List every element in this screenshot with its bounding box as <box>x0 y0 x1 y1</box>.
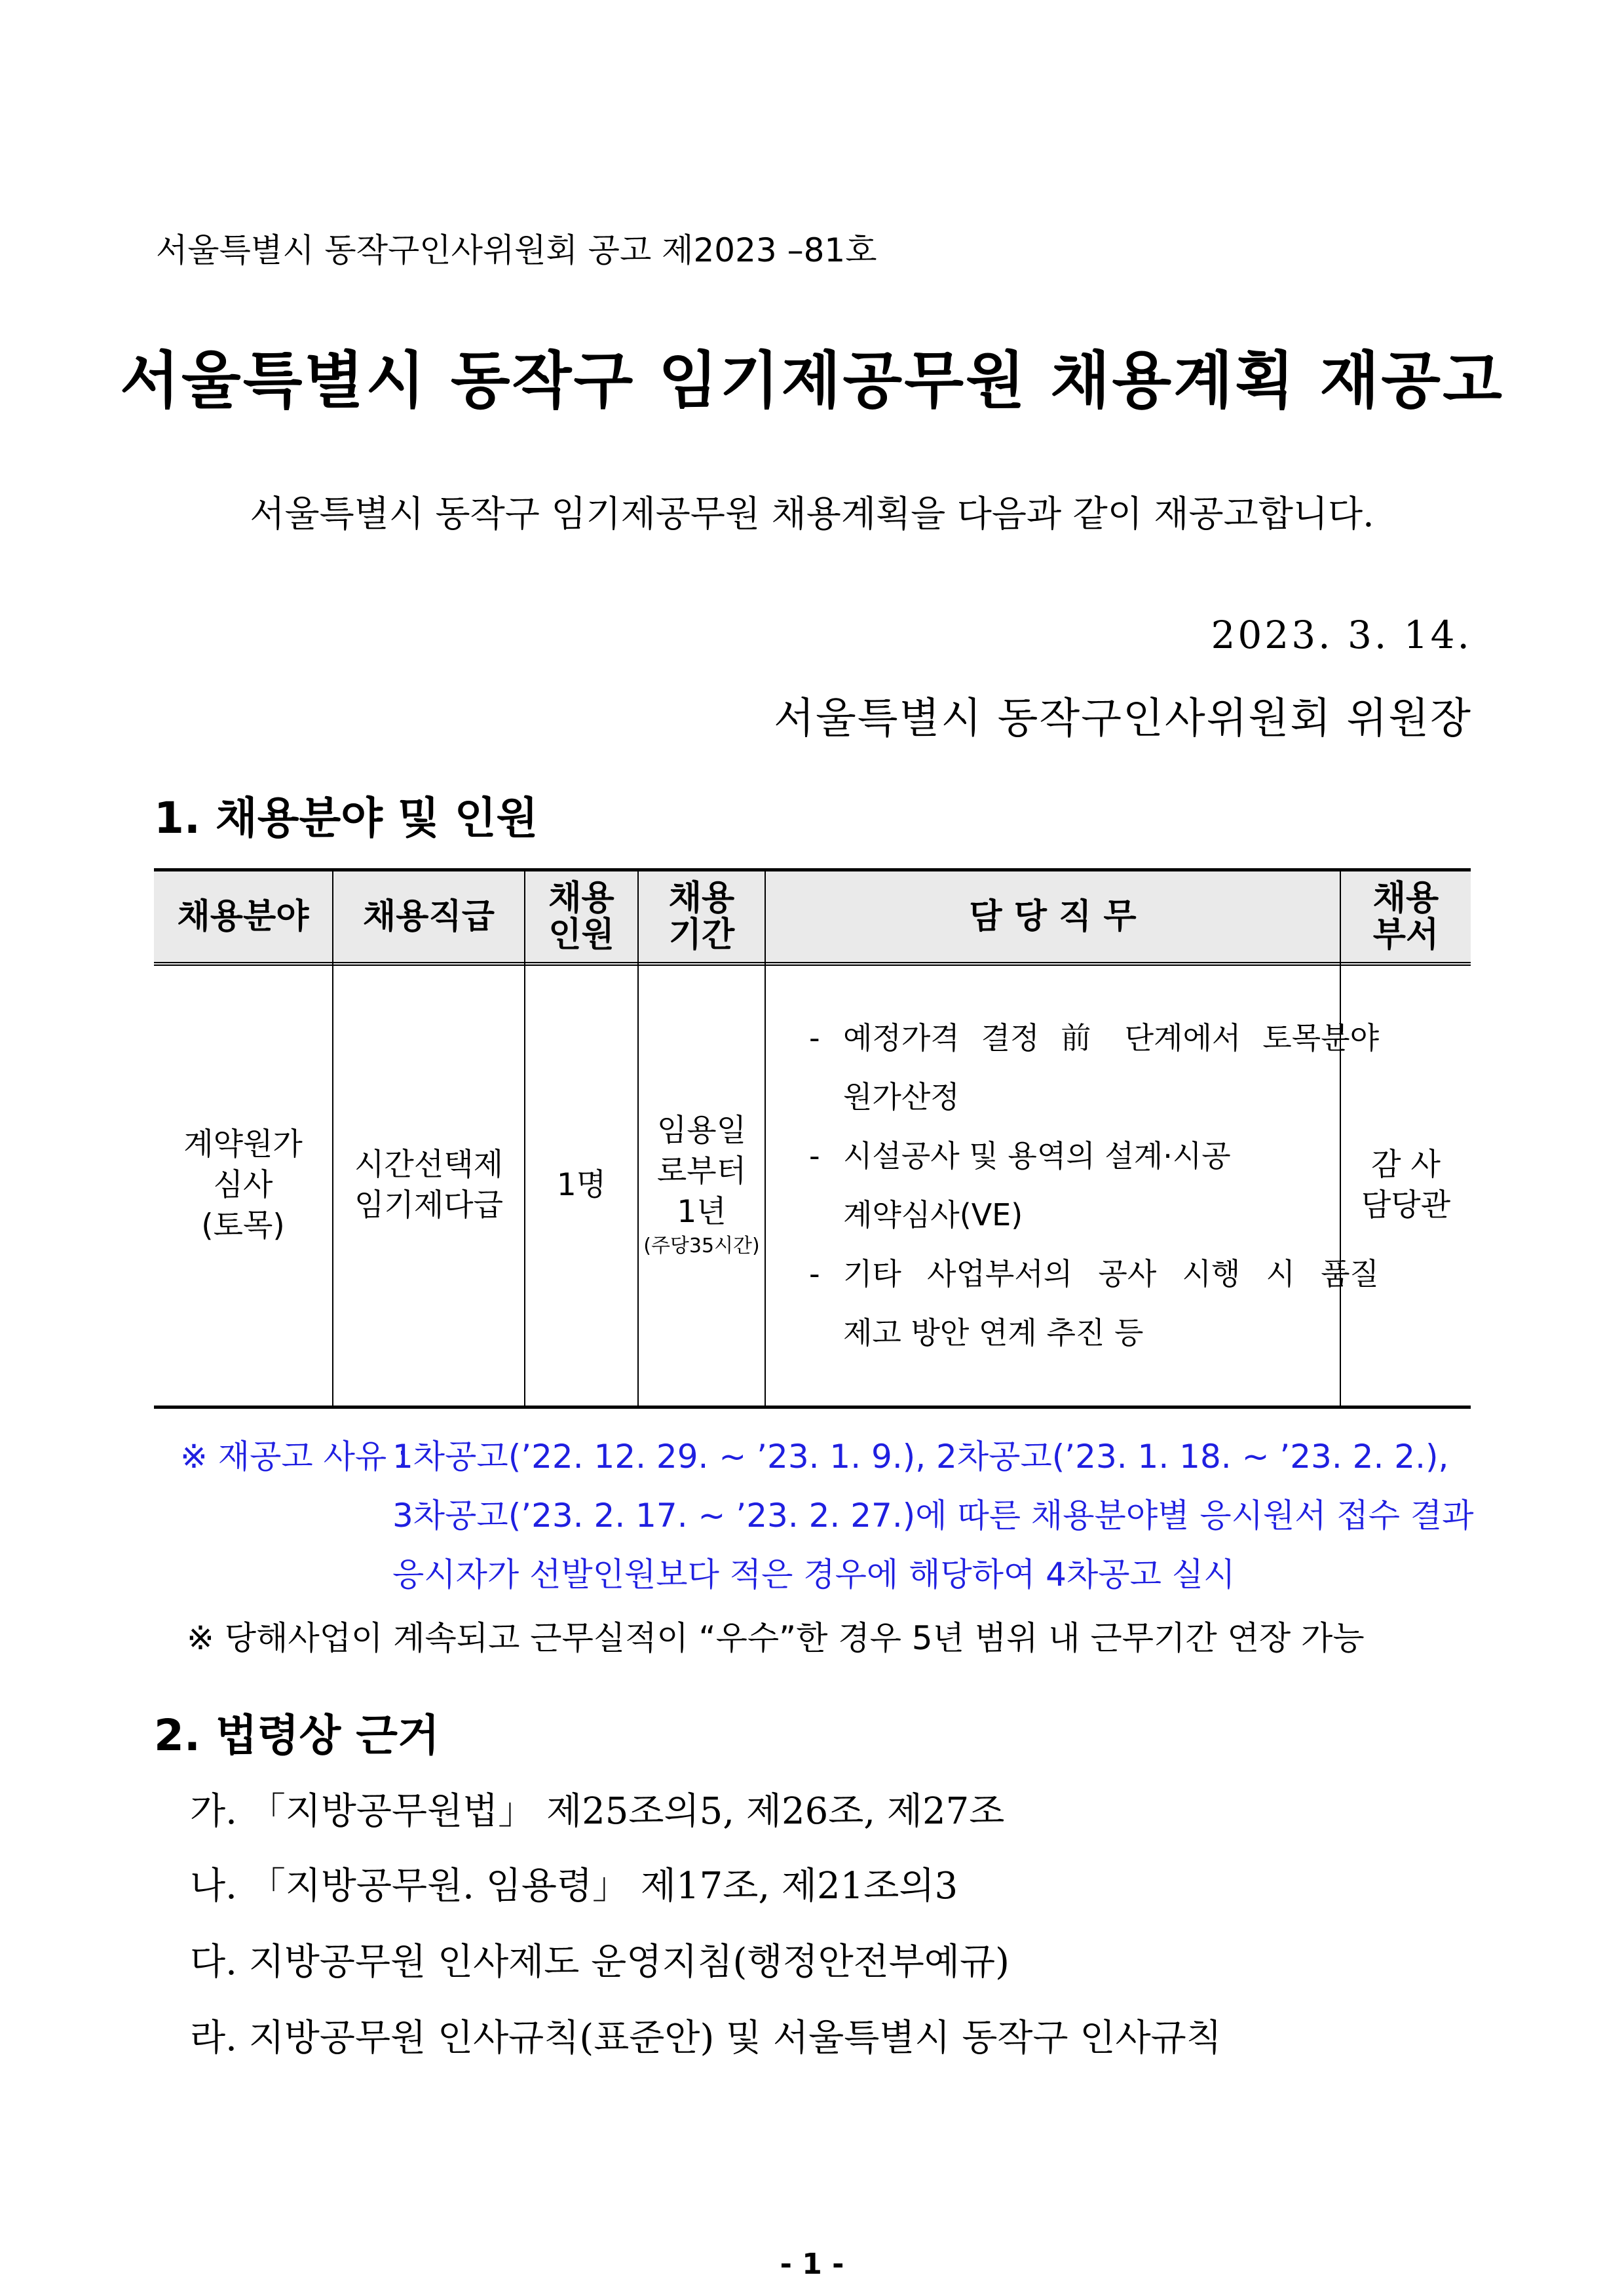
legal-basis-item: 가. 「지방공무원법」 제25조의5, 제26조, 제27조 <box>190 1790 1005 1833</box>
period-line1: 임용일 <box>656 1113 747 1149</box>
extension-note: ※ 당해사업이 계속되고 근무실적이 “우수”한 경우 5년 범위 내 근무기간 연장 가능 <box>187 1619 1365 1657</box>
issuer: 서울특별시 동작구인사위원회 위원장 <box>774 695 1472 743</box>
cell-field <box>154 966 332 1404</box>
intro-text: 서울특별시 동작구 임기제공무원 채용계획을 다음과 같이 재공고합니다. <box>250 493 1374 535</box>
duty-text-line1: 기타 사업부서의 공사 시행 시 품질 <box>843 1256 1379 1292</box>
header-field-label: 채용분야 <box>177 897 309 936</box>
section-heading-recruitment: 1. 채용분야 및 인원 <box>154 793 538 843</box>
header-period-line1: 채용 <box>668 879 735 918</box>
legal-basis-item: 다. 지방공무원 인사제도 운영지침(행정안전부예규) <box>190 1941 1010 1983</box>
header-duty <box>766 871 1340 962</box>
duty-dash: - <box>809 1138 820 1174</box>
cell-dept <box>1341 966 1471 1404</box>
period-line3: 1년 <box>677 1194 727 1230</box>
duty-dash: - <box>809 1020 820 1056</box>
cell-count <box>525 966 637 1404</box>
duty-text-line2: 제고 방안 연계 추진 등 <box>843 1315 1144 1350</box>
header-duty-label: 담 당 직 무 <box>969 897 1137 936</box>
cell-duties <box>809 966 1379 1404</box>
duty-item <box>809 1126 1379 1244</box>
recruitment-table <box>154 868 1471 1409</box>
announcement-date: 2023. 3. 14. <box>1211 613 1472 657</box>
reason-line-3: 응시자가 선발인원보다 적은 경우에 해당하여 4차공고 실시 <box>392 1556 1236 1594</box>
header-count-line1: 채용 <box>548 879 614 918</box>
duty-item <box>809 1008 1379 1126</box>
period-line2: 로부터 <box>656 1153 747 1189</box>
duty-text-line1: 예정가격 결정 前 단계에서 토목분야 <box>843 1020 1379 1056</box>
document-title: 서울특별시 동작구 임기제공무원 채용계획 재공고 <box>120 345 1504 417</box>
legal-basis-item: 나. 「지방공무원. 임용령」 제17조, 제21조의3 <box>190 1865 958 1907</box>
header-field <box>154 871 332 962</box>
field-line1: 계약원가 <box>183 1126 303 1162</box>
header-dept-line2: 부서 <box>1372 915 1439 955</box>
count-value: 1명 <box>556 1167 607 1203</box>
grade-line1: 시간선택제 <box>354 1147 503 1183</box>
header-count <box>525 871 637 962</box>
field-line3: (토목) <box>201 1208 285 1244</box>
page-number: - 1 - <box>780 2248 844 2281</box>
period-hours: (주당35시간) <box>643 1234 760 1257</box>
header-grade-label: 채용직급 <box>363 897 495 936</box>
notice-number: 서울특별시 동작구인사위원회 공고 제2023 –81호 <box>156 231 877 269</box>
reason-line-1: 1차공고(’22. 12. 29. ~ ’23. 1. 9.), 2차공고(’23. 1. 18. ~ ’23. 2. 2.), <box>392 1438 1449 1476</box>
reason-label: ※ 재공고 사유 : <box>180 1438 408 1476</box>
header-dept-line1: 채용 <box>1372 879 1439 918</box>
duty-item <box>809 1244 1379 1362</box>
grade-line2: 임기제다급 <box>354 1187 503 1223</box>
duty-dash: - <box>809 1256 820 1292</box>
section-heading-legal-basis: 2. 법령상 근거 <box>154 1710 440 1761</box>
cell-period <box>639 966 765 1404</box>
dept-line2: 담당관 <box>1361 1187 1451 1223</box>
duty-text-line1: 시설공사 및 용역의 설계·시공 <box>843 1138 1231 1174</box>
duty-text-line2: 계약심사(VE) <box>843 1197 1023 1233</box>
cell-grade <box>333 966 524 1404</box>
header-count-line2: 인원 <box>548 915 614 955</box>
header-period <box>639 871 765 962</box>
header-grade <box>333 871 524 962</box>
header-dept <box>1341 871 1471 962</box>
header-period-line2: 기간 <box>668 915 735 955</box>
field-line2: 심사 <box>213 1167 273 1203</box>
reason-line-2: 3차공고(’23. 2. 17. ~ ’23. 2. 27.)에 따른 채용분야별 응시원서 접수 결과 <box>392 1497 1474 1535</box>
duty-text-line2: 원가산정 <box>843 1079 960 1115</box>
legal-basis-item: 라. 지방공무원 인사규칙(표준안) 및 서울특별시 동작구 인사규칙 <box>190 2017 1222 2059</box>
dept-line1: 감 사 <box>1371 1147 1441 1183</box>
